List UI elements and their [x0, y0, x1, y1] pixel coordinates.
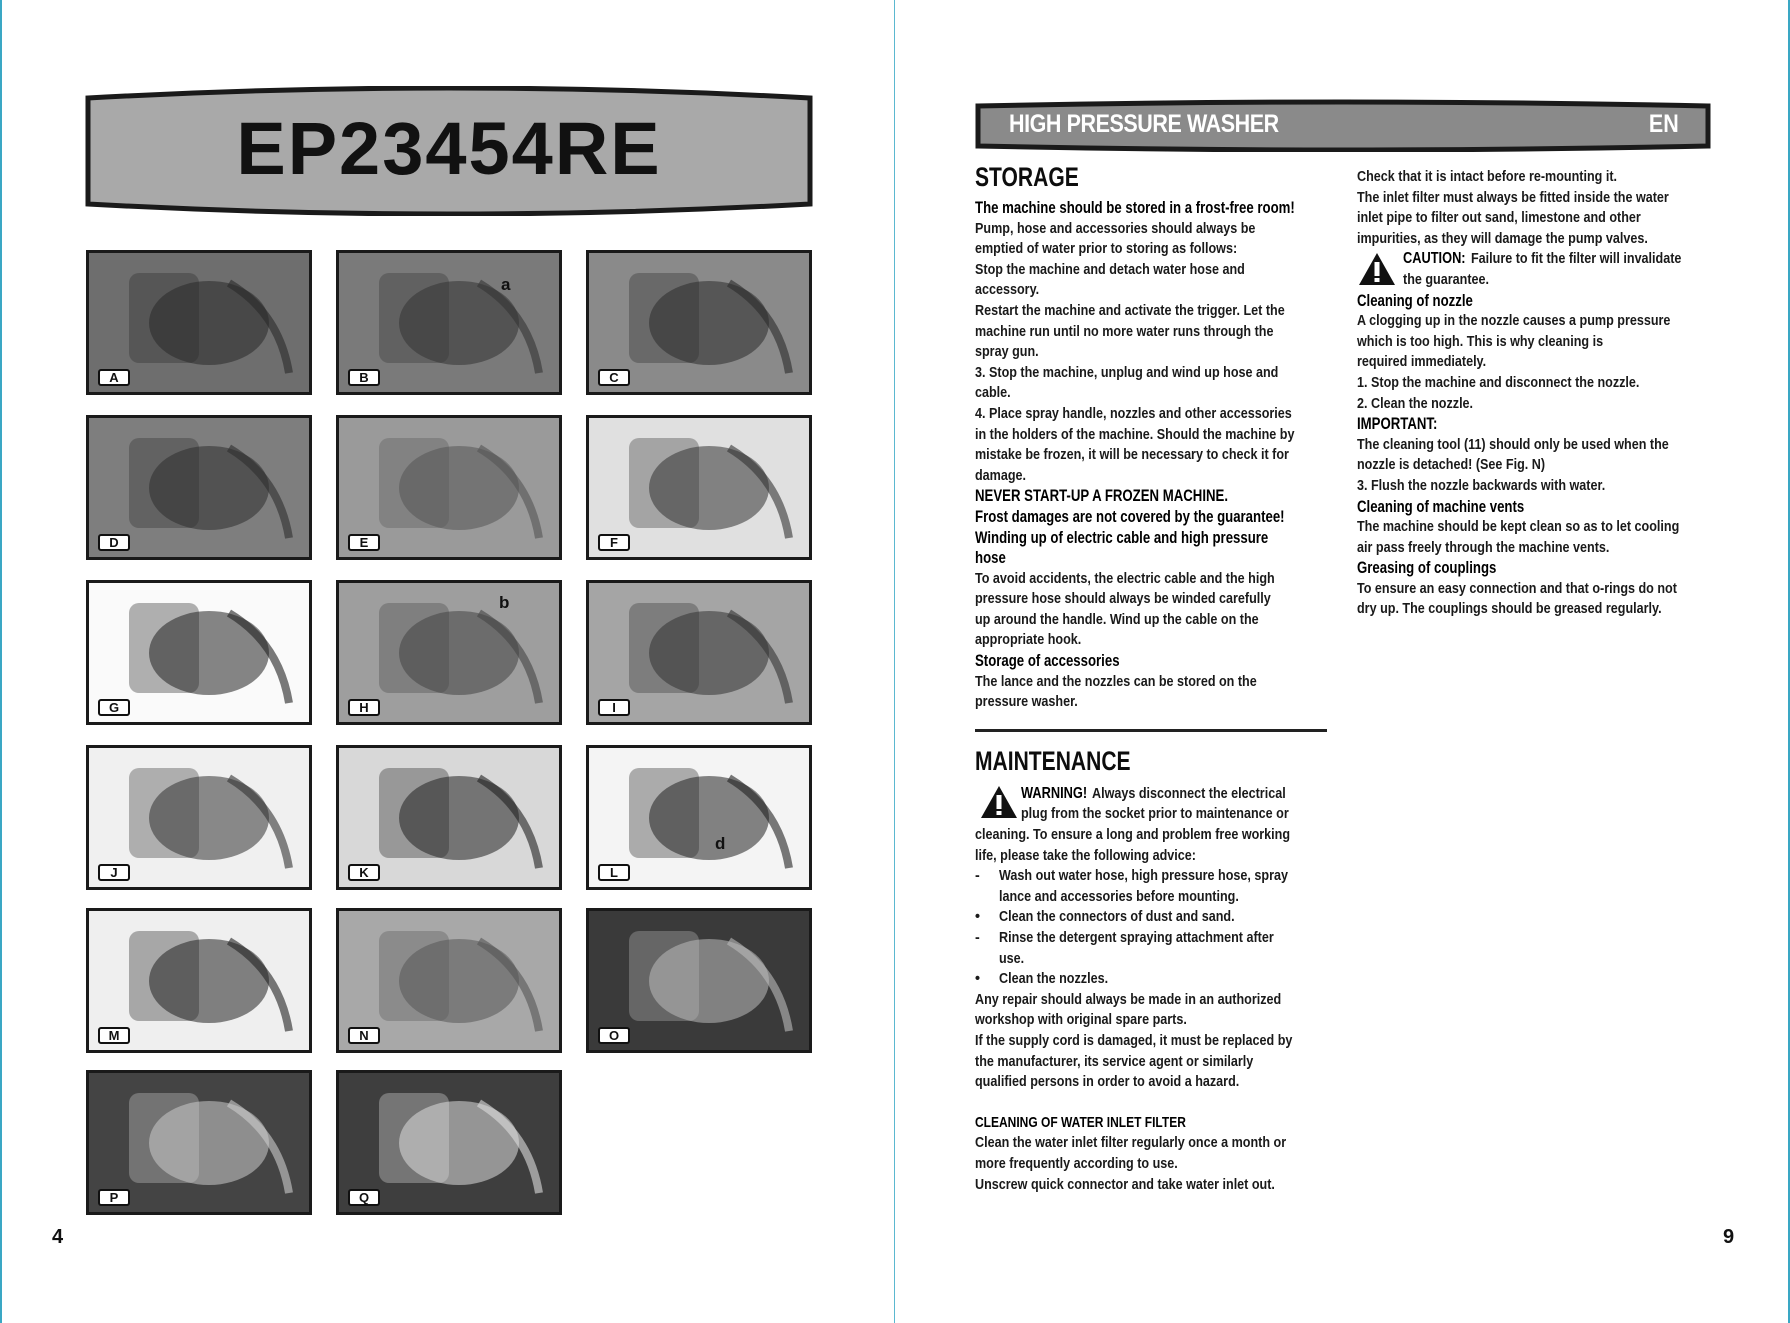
- text-line: To avoid accidents, the electric cable and the high: [975, 570, 1275, 587]
- text-line: more frequently according to use.: [975, 1155, 1178, 1172]
- header-bar: [975, 98, 1711, 152]
- text-line: up around the handle. Wind up the cable on the: [975, 611, 1259, 628]
- text-line: 3. Stop the machine, unplug and wind up hose and: [975, 364, 1279, 381]
- text-line: accessory.: [975, 282, 1040, 299]
- figure-label: E: [348, 534, 380, 551]
- text-line: air pass freely through the machine vents.: [1357, 539, 1610, 556]
- text-line: mistake be frozen, it will be necessary to check it for: [975, 447, 1289, 464]
- figure-c: [586, 250, 812, 395]
- figure-label: I: [598, 699, 630, 716]
- text-line: Stop the machine and detach water hose and: [975, 261, 1245, 278]
- text-line: damage.: [975, 467, 1027, 484]
- text-line: Check that it is intact before re-mounting it.: [1357, 169, 1618, 185]
- winding-heading-line1: Winding up of electric cable and high pressure: [975, 528, 1269, 547]
- bullet-mark: •: [975, 971, 981, 988]
- text-line: pressure hose should always be winded carefully: [975, 591, 1271, 608]
- text-line: To ensure an easy connection and that o-rings do not: [1357, 580, 1677, 597]
- repair-text: [975, 990, 1330, 1093]
- vents-text: [1357, 517, 1717, 558]
- text-line: appropriate hook.: [975, 632, 1082, 649]
- bullet-text: use.: [999, 950, 1025, 967]
- figure-label: Q: [348, 1189, 380, 1206]
- figure-l: [586, 745, 812, 890]
- filter-heading: CLEANING OF WATER INLET FILTER: [975, 1113, 1186, 1131]
- text-line: 1. Stop the machine and disconnect the nozzle.: [1357, 374, 1640, 391]
- text-line: life, please take the following advice:: [975, 847, 1196, 864]
- text-line: 3. Flush the nozzle backwards with water.: [1357, 477, 1606, 494]
- maintenance-title: MAINTENANCE: [975, 745, 1131, 776]
- frost-heading: The machine should be stored in a frost-free room!: [975, 199, 1295, 217]
- bullet-item: [975, 928, 1330, 969]
- winding-text: [975, 569, 1330, 651]
- header-title: HIGH PRESSURE WASHER: [1009, 110, 1279, 138]
- figure-m: [86, 908, 312, 1053]
- figure-g: [86, 580, 312, 725]
- bullet-item: [975, 969, 1330, 990]
- warning-text-1: Always disconnect the electrical: [1091, 785, 1286, 802]
- filter-text: [975, 1133, 1330, 1195]
- figure-label: C: [598, 369, 630, 386]
- right-page: [895, 0, 1790, 1323]
- important-text: [1357, 435, 1717, 497]
- figure-label: L: [598, 864, 630, 881]
- caution-text-2: the guarantee.: [1403, 271, 1489, 288]
- figure-label: K: [348, 864, 380, 881]
- caution-text-1: Failure to fit the filter will invalidate: [1471, 251, 1682, 268]
- vents-heading: Cleaning of machine vents: [1357, 497, 1525, 516]
- figure-label: J: [98, 864, 130, 881]
- text-line: Unscrew quick connector and take water inlet out.: [975, 1176, 1275, 1193]
- figure-label: N: [348, 1027, 380, 1044]
- text-line: 2. Clean the nozzle.: [1357, 395, 1474, 412]
- text-line: workshop with original spare parts.: [975, 1012, 1187, 1029]
- figure-q: [336, 1070, 562, 1215]
- header-language: EN: [1649, 110, 1679, 138]
- model-banner: [84, 86, 814, 216]
- greasing-heading: Greasing of couplings: [1357, 559, 1497, 578]
- bullet-text: Clean the nozzles.: [999, 971, 1109, 988]
- figure-label: H: [348, 699, 380, 716]
- bullet-text: Rinse the detergent spraying attachment after: [999, 930, 1274, 946]
- accessories-heading: Storage of accessories: [975, 652, 1120, 671]
- bullet-text: lance and accessories before mounting.: [999, 888, 1239, 905]
- text-line: The machine should be kept clean so as to let cooling: [1357, 519, 1680, 536]
- column-right: [1357, 167, 1717, 620]
- figure-label: M: [98, 1027, 130, 1044]
- text-line: If the supply cord is damaged, it must be replaced by: [975, 1032, 1293, 1049]
- text-line: the manufacturer, its service agent or similarly: [975, 1053, 1254, 1070]
- figure-callout: a: [501, 275, 511, 294]
- text-line: The lance and the nozzles can be stored on the: [975, 673, 1257, 690]
- figure-a: [86, 250, 312, 395]
- text-line: Clean the water inlet filter regularly once a month or: [975, 1135, 1287, 1152]
- text-line: Restart the machine and activate the trigger. Let the: [975, 302, 1285, 319]
- figure-label: G: [98, 699, 130, 716]
- figure-label: A: [98, 369, 130, 386]
- warning-icon: [979, 784, 1019, 820]
- text-line: impurities, as they will damage the pump valves.: [1357, 230, 1648, 247]
- figure-label: F: [598, 534, 630, 551]
- column-left: [975, 160, 1330, 1195]
- bullet-item: [975, 907, 1330, 928]
- text-line: The inlet filter must always be fitted inside the water: [1357, 189, 1669, 206]
- figure-f: [586, 415, 812, 560]
- page-number-right: 9: [1723, 1226, 1735, 1248]
- model-title: EP23454RE: [236, 107, 662, 190]
- text-line: Any repair should always be made in an authorized: [975, 991, 1282, 1008]
- never-startup-heading: NEVER START-UP A FROZEN MACHINE.: [975, 487, 1229, 506]
- warning-block: [975, 784, 1330, 825]
- bullet-item: [975, 866, 1330, 907]
- nozzle-text: [1357, 311, 1717, 414]
- bullet-text: Clean the connectors of dust and sand.: [999, 909, 1235, 926]
- warning-label: WARNING!: [1021, 784, 1088, 802]
- inlet-filter-text: [1357, 167, 1717, 249]
- storage-intro: [975, 219, 1330, 487]
- text-line: inlet pipe to filter out sand, limestone and other: [1357, 210, 1641, 227]
- text-line: The cleaning tool (11) should only be used when the: [1357, 436, 1669, 453]
- figure-label: P: [98, 1189, 130, 1206]
- figure-label: D: [98, 534, 130, 551]
- figure-label: O: [598, 1027, 630, 1044]
- nozzle-heading: Cleaning of nozzle: [1357, 291, 1473, 310]
- figure-h: [336, 580, 562, 725]
- accessories-text: [975, 672, 1330, 713]
- text-line: spray gun.: [975, 344, 1039, 361]
- text-line: cable.: [975, 385, 1011, 402]
- text-line: dry up. The couplings should be greased regularly.: [1357, 601, 1662, 618]
- figure-i: [586, 580, 812, 725]
- text-line: in the holders of the machine. Should the machine by: [975, 426, 1295, 443]
- figure-d: [86, 415, 312, 560]
- text-line: nozzle is detached! (See Fig. N): [1357, 457, 1546, 474]
- text-line: which is too high. This is why cleaning is: [1357, 333, 1604, 350]
- figure-callout: d: [715, 834, 726, 853]
- text-line: qualified persons in order to avoid a hazard.: [975, 1074, 1240, 1091]
- bullet-text: Wash out water hose, high pressure hose, spray: [999, 868, 1288, 885]
- maintenance-text: [975, 825, 1330, 866]
- figure-p: [86, 1070, 312, 1215]
- frost-damage-heading: Frost damages are not covered by the guarantee!: [975, 507, 1285, 526]
- text-line: pressure washer.: [975, 694, 1078, 711]
- figure-b: [336, 250, 562, 395]
- bullet-mark: •: [975, 909, 981, 926]
- caution-block: [1357, 249, 1717, 290]
- bullet-mark: -: [975, 930, 980, 946]
- text-line: cleaning. To ensure a long and problem free working: [975, 827, 1291, 844]
- important-heading: IMPORTANT:: [1357, 415, 1438, 434]
- text-line: A clogging up in the nozzle causes a pump pressure: [1357, 313, 1671, 330]
- storage-title: STORAGE: [975, 162, 1079, 192]
- figure-j: [86, 745, 312, 890]
- section-divider: [975, 729, 1327, 732]
- text-line: Pump, hose and accessories should always be: [975, 220, 1256, 237]
- caution-icon: [1357, 251, 1397, 287]
- warning-text-2: plug from the socket prior to maintenance or: [1021, 806, 1289, 823]
- text-line: 4. Place spray handle, nozzles and other accessories: [975, 405, 1292, 422]
- figure-e: [336, 415, 562, 560]
- winding-heading-line2: hose: [975, 549, 1006, 568]
- caution-label: CAUTION:: [1403, 250, 1466, 268]
- text-line: emptied of water prior to storing as follows:: [975, 241, 1238, 258]
- maintenance-bullets: [975, 866, 1330, 990]
- text-line: machine run until no more water runs through the: [975, 323, 1274, 340]
- figure-n: [336, 908, 562, 1053]
- greasing-text: [1357, 579, 1717, 620]
- figure-callout: b: [499, 593, 510, 612]
- figure-o: [586, 908, 812, 1053]
- text-line: required immediately.: [1357, 354, 1487, 371]
- figure-label: B: [348, 369, 380, 386]
- bullet-mark: -: [975, 868, 980, 885]
- page-number-left: 4: [52, 1226, 64, 1248]
- figure-k: [336, 745, 562, 890]
